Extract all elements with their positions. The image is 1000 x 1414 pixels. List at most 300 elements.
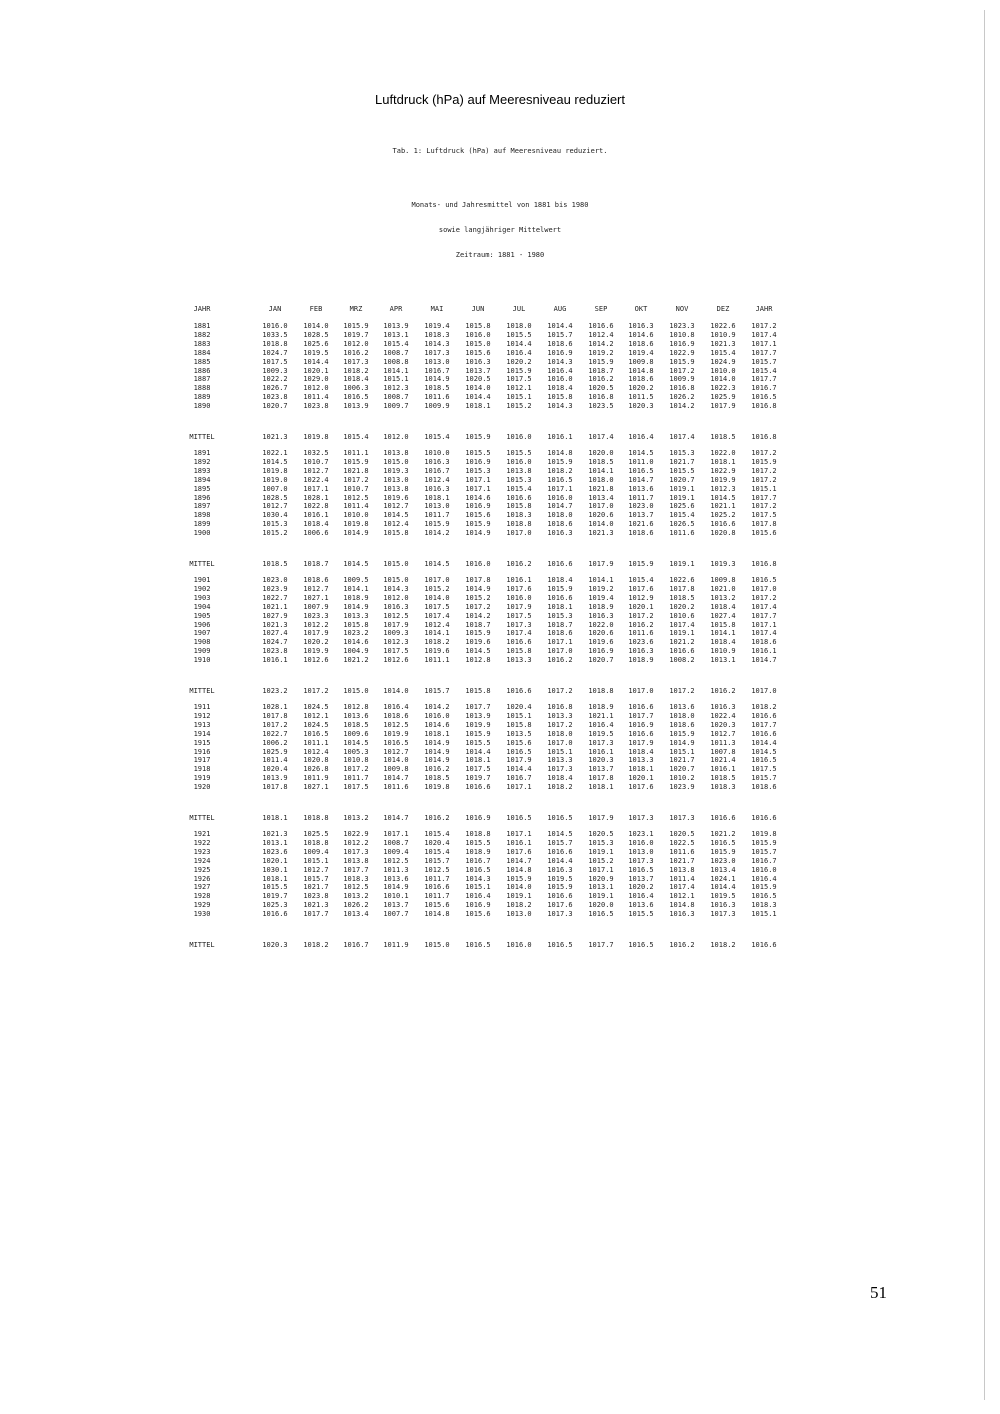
value-cell: 1015.7 bbox=[547, 838, 573, 847]
value-cell: 1016.0 bbox=[506, 593, 532, 602]
value-cell: 1013.9 bbox=[383, 322, 409, 330]
column-header: JAHR bbox=[755, 305, 773, 313]
value-cell: 1021.3 bbox=[710, 339, 736, 348]
value-cell: 1017.3 bbox=[343, 847, 369, 856]
value-cell: 1014.9 bbox=[343, 602, 369, 611]
year-cell: 1930 bbox=[193, 910, 211, 919]
value-cell: 1015.1 bbox=[506, 711, 532, 720]
value-cell: 1018.1 bbox=[465, 756, 491, 765]
value-cell: 1016.5 bbox=[343, 393, 369, 402]
value-cell: 1017.1 bbox=[465, 484, 491, 493]
value-cell: 1017.7 bbox=[751, 348, 777, 357]
value-cell: 1020.2 bbox=[506, 357, 532, 366]
value-cell: 1022.9 bbox=[710, 466, 736, 475]
value-cell: 1017.2 bbox=[547, 720, 573, 729]
column-header: MAI bbox=[430, 305, 444, 313]
value-cell: 1010.0 bbox=[424, 449, 450, 457]
mittel-value: 1018.2 bbox=[303, 941, 329, 949]
value-cell: 1014.0 bbox=[465, 384, 491, 393]
value-cell: 1022.2 bbox=[262, 375, 288, 384]
value-cell: 1021.7 bbox=[303, 883, 329, 892]
value-cell: 1016.4 bbox=[465, 892, 491, 901]
value-cell: 1009.8 bbox=[383, 765, 409, 774]
year-cell: 1898 bbox=[193, 511, 211, 520]
column-header: APR bbox=[389, 305, 403, 313]
value-cell: 1015.7 bbox=[303, 874, 329, 883]
value-cell: 1015.2 bbox=[465, 593, 491, 602]
value-cell: 1020.4 bbox=[424, 838, 450, 847]
value-cell: 1017.8 bbox=[262, 783, 288, 792]
value-cell: 1008.7 bbox=[383, 838, 409, 847]
mittel-value: 1017.7 bbox=[588, 941, 614, 949]
value-cell: 1017.8 bbox=[262, 711, 288, 720]
table-row bbox=[190, 594, 800, 602]
value-cell: 1020.5 bbox=[588, 830, 614, 838]
mittel-value: 1015.9 bbox=[465, 433, 491, 441]
value-cell: 1020.4 bbox=[262, 765, 288, 774]
value-cell: 1014.4 bbox=[303, 357, 329, 366]
value-cell: 1018.4 bbox=[547, 576, 573, 584]
value-cell: 1018.6 bbox=[628, 339, 654, 348]
value-cell: 1015.9 bbox=[751, 883, 777, 892]
value-cell: 1020.2 bbox=[628, 883, 654, 892]
table-row bbox=[190, 367, 800, 375]
table-row bbox=[190, 875, 800, 883]
mittel-value: 1015.0 bbox=[424, 941, 450, 949]
value-cell: 1010.7 bbox=[343, 484, 369, 493]
value-cell: 1015.3 bbox=[588, 838, 614, 847]
value-cell: 1010.6 bbox=[669, 611, 695, 620]
value-cell: 1016.3 bbox=[465, 357, 491, 366]
value-cell: 1016.9 bbox=[628, 720, 654, 729]
value-cell: 1018.2 bbox=[547, 783, 573, 792]
value-cell: 1015.8 bbox=[506, 647, 532, 656]
value-cell: 1013.1 bbox=[383, 330, 409, 339]
value-cell: 1016.6 bbox=[547, 892, 573, 901]
value-cell: 1030.4 bbox=[262, 511, 288, 520]
value-cell: 1014.4 bbox=[465, 393, 491, 402]
mittel-value: 1019.3 bbox=[710, 560, 736, 568]
value-cell: 1016.0 bbox=[547, 493, 573, 502]
value-cell: 1020.3 bbox=[628, 402, 654, 411]
value-cell: 1023.3 bbox=[669, 322, 695, 330]
value-cell: 1023.3 bbox=[303, 611, 329, 620]
value-cell: 1017.0 bbox=[547, 738, 573, 747]
column-header: MRZ bbox=[349, 305, 363, 313]
value-cell: 1013.5 bbox=[506, 729, 532, 738]
value-cell: 1012.4 bbox=[424, 475, 450, 484]
value-cell: 1023.0 bbox=[628, 502, 654, 511]
value-cell: 1018.5 bbox=[710, 774, 736, 783]
value-cell: 1019.1 bbox=[506, 892, 532, 901]
value-cell: 1011.4 bbox=[669, 874, 695, 883]
page-title: Luftdruck (hPa) auf Meeresniveau reduziert bbox=[374, 92, 625, 107]
value-cell: 1012.5 bbox=[383, 720, 409, 729]
value-cell: 1019.1 bbox=[669, 629, 695, 638]
value-cell: 1012.7 bbox=[383, 502, 409, 511]
value-cell: 1021.3 bbox=[588, 529, 614, 538]
table-row bbox=[190, 730, 800, 738]
value-cell: 1014.4 bbox=[751, 738, 777, 747]
value-cell: 1017.2 bbox=[343, 765, 369, 774]
mittel-value: 1015.4 bbox=[424, 433, 450, 441]
table-row bbox=[190, 340, 800, 348]
value-cell: 1015.3 bbox=[506, 475, 532, 484]
table-row bbox=[190, 656, 800, 664]
value-cell: 1017.8 bbox=[751, 520, 777, 529]
value-cell: 1017.4 bbox=[506, 629, 532, 638]
mittel-value: 1017.2 bbox=[303, 687, 329, 695]
value-cell: 1014.2 bbox=[424, 529, 450, 538]
value-cell: 1017.6 bbox=[628, 584, 654, 593]
value-cell: 1019.4 bbox=[628, 348, 654, 357]
year-cell: 1912 bbox=[193, 711, 211, 720]
value-cell: 1019.7 bbox=[343, 330, 369, 339]
mittel-value: 1019.1 bbox=[669, 560, 695, 568]
value-cell: 1015.4 bbox=[424, 830, 450, 838]
value-cell: 1022.0 bbox=[588, 620, 614, 629]
value-cell: 1009.4 bbox=[303, 847, 329, 856]
value-cell: 1014.3 bbox=[547, 402, 573, 411]
value-cell: 1015.8 bbox=[343, 620, 369, 629]
value-cell: 1017.4 bbox=[751, 330, 777, 339]
value-cell: 1019.4 bbox=[588, 593, 614, 602]
value-cell: 1024.9 bbox=[710, 357, 736, 366]
value-cell: 1014.1 bbox=[343, 584, 369, 593]
value-cell: 1016.7 bbox=[751, 856, 777, 865]
mittel-value: 1018.8 bbox=[588, 687, 614, 695]
value-cell: 1016.9 bbox=[465, 457, 491, 466]
mittel-value: 1016.4 bbox=[628, 433, 654, 441]
value-cell: 1023.8 bbox=[262, 393, 288, 402]
mittel-value: 1017.9 bbox=[588, 560, 614, 568]
value-cell: 1014.5 bbox=[547, 830, 573, 838]
table-header bbox=[190, 305, 800, 315]
value-cell: 1013.7 bbox=[383, 901, 409, 910]
value-cell: 1017.5 bbox=[383, 647, 409, 656]
value-cell: 1014.5 bbox=[343, 738, 369, 747]
value-cell: 1017.2 bbox=[343, 475, 369, 484]
value-cell: 1011.7 bbox=[424, 874, 450, 883]
value-cell: 1015.6 bbox=[465, 910, 491, 919]
value-cell: 1017.4 bbox=[751, 602, 777, 611]
value-cell: 1020.7 bbox=[588, 656, 614, 665]
value-cell: 1014.0 bbox=[506, 883, 532, 892]
table-subtitle: Monats- und Jahresmittel von 1881 bis 1980 bbox=[411, 201, 589, 209]
value-cell: 1012.7 bbox=[383, 747, 409, 756]
value-cell: 1012.1 bbox=[506, 384, 532, 393]
value-cell: 1021.2 bbox=[669, 638, 695, 647]
value-cell: 1015.1 bbox=[383, 375, 409, 384]
value-cell: 1018.1 bbox=[628, 765, 654, 774]
mittel-value: 1017.9 bbox=[588, 814, 614, 822]
value-cell: 1016.7 bbox=[424, 466, 450, 475]
year-cell: 1901 bbox=[193, 576, 211, 584]
value-cell: 1026.8 bbox=[303, 765, 329, 774]
value-cell: 1019.4 bbox=[424, 322, 450, 330]
value-cell: 1017.2 bbox=[465, 602, 491, 611]
value-cell: 1014.8 bbox=[669, 901, 695, 910]
value-cell: 1015.9 bbox=[751, 457, 777, 466]
value-cell: 1008.7 bbox=[383, 348, 409, 357]
value-cell: 1010.0 bbox=[710, 366, 736, 375]
value-cell: 1032.5 bbox=[303, 449, 329, 457]
value-cell: 1016.5 bbox=[628, 466, 654, 475]
mittel-value: 1017.4 bbox=[588, 433, 614, 441]
value-cell: 1012.0 bbox=[383, 593, 409, 602]
value-cell: 1014.4 bbox=[506, 765, 532, 774]
value-cell: 1023.2 bbox=[343, 629, 369, 638]
value-cell: 1019.7 bbox=[465, 774, 491, 783]
value-cell: 1017.5 bbox=[506, 611, 532, 620]
value-cell: 1018.2 bbox=[506, 901, 532, 910]
value-cell: 1021.2 bbox=[710, 830, 736, 838]
value-cell: 1018.3 bbox=[710, 783, 736, 792]
value-cell: 1013.3 bbox=[343, 611, 369, 620]
value-cell: 1021.0 bbox=[710, 584, 736, 593]
value-cell: 1027.1 bbox=[303, 783, 329, 792]
year-cell: 1927 bbox=[193, 883, 211, 892]
value-cell: 1017.6 bbox=[506, 584, 532, 593]
value-cell: 1018.3 bbox=[424, 330, 450, 339]
value-cell: 1024.5 bbox=[303, 703, 329, 711]
mittel-value: 1016.6 bbox=[751, 941, 777, 949]
value-cell: 1016.4 bbox=[588, 720, 614, 729]
value-cell: 1010.8 bbox=[343, 756, 369, 765]
value-cell: 1020.1 bbox=[628, 602, 654, 611]
value-cell: 1016.6 bbox=[262, 910, 288, 919]
value-cell: 1020.9 bbox=[588, 874, 614, 883]
value-cell: 1017.3 bbox=[424, 348, 450, 357]
value-cell: 1009.3 bbox=[262, 366, 288, 375]
value-cell: 1016.5 bbox=[506, 747, 532, 756]
year-cell: 1890 bbox=[193, 402, 211, 411]
value-cell: 1012.6 bbox=[383, 656, 409, 665]
table-row bbox=[190, 883, 800, 891]
value-cell: 1012.4 bbox=[424, 620, 450, 629]
mittel-value: 1018.8 bbox=[303, 814, 329, 822]
value-cell: 1010.9 bbox=[710, 647, 736, 656]
value-cell: 1020.5 bbox=[465, 375, 491, 384]
year-cell: 1904 bbox=[193, 602, 211, 611]
value-cell: 1016.6 bbox=[751, 729, 777, 738]
value-cell: 1016.1 bbox=[588, 747, 614, 756]
value-cell: 1016.0 bbox=[751, 865, 777, 874]
value-cell: 1016.0 bbox=[424, 711, 450, 720]
value-cell: 1013.4 bbox=[710, 865, 736, 874]
value-cell: 1021.6 bbox=[628, 520, 654, 529]
value-cell: 1017.5 bbox=[343, 783, 369, 792]
value-cell: 1017.1 bbox=[303, 484, 329, 493]
mittel-value: 1015.0 bbox=[343, 687, 369, 695]
mittel-value: 1018.7 bbox=[303, 560, 329, 568]
value-cell: 1019.8 bbox=[751, 830, 777, 838]
value-cell: 1015.6 bbox=[465, 348, 491, 357]
value-cell: 1018.0 bbox=[669, 711, 695, 720]
mittel-value: 1018.5 bbox=[710, 433, 736, 441]
value-cell: 1020.5 bbox=[669, 830, 695, 838]
value-cell: 1015.9 bbox=[465, 729, 491, 738]
value-cell: 1011.1 bbox=[303, 738, 329, 747]
value-cell: 1015.4 bbox=[751, 366, 777, 375]
value-cell: 1017.2 bbox=[751, 466, 777, 475]
value-cell: 1013.3 bbox=[547, 756, 573, 765]
value-cell: 1016.5 bbox=[751, 756, 777, 765]
value-cell: 1025.5 bbox=[303, 830, 329, 838]
table-row bbox=[190, 892, 800, 900]
mittel-value: 1017.4 bbox=[669, 433, 695, 441]
value-cell: 1006.2 bbox=[262, 738, 288, 747]
value-cell: 1026.7 bbox=[262, 384, 288, 393]
value-cell: 1014.1 bbox=[588, 466, 614, 475]
value-cell: 1015.1 bbox=[751, 910, 777, 919]
value-cell: 1017.5 bbox=[262, 357, 288, 366]
value-cell: 1015.9 bbox=[751, 838, 777, 847]
value-cell: 1017.1 bbox=[751, 620, 777, 629]
year-cell: 1886 bbox=[193, 366, 211, 375]
value-cell: 1013.3 bbox=[547, 711, 573, 720]
value-cell: 1018.5 bbox=[588, 457, 614, 466]
value-cell: 1022.4 bbox=[303, 475, 329, 484]
value-cell: 1012.4 bbox=[303, 747, 329, 756]
value-cell: 1016.6 bbox=[424, 883, 450, 892]
value-cell: 1011.3 bbox=[710, 738, 736, 747]
value-cell: 1013.9 bbox=[343, 402, 369, 411]
value-cell: 1017.2 bbox=[751, 322, 777, 330]
value-cell: 1019.8 bbox=[262, 466, 288, 475]
value-cell: 1014.7 bbox=[547, 502, 573, 511]
value-cell: 1014.9 bbox=[424, 375, 450, 384]
value-cell: 1016.2 bbox=[424, 765, 450, 774]
value-cell: 1012.9 bbox=[628, 593, 654, 602]
value-cell: 1019.3 bbox=[383, 466, 409, 475]
value-cell: 1014.8 bbox=[628, 366, 654, 375]
value-cell: 1018.9 bbox=[628, 656, 654, 665]
mittel-value: 1014.7 bbox=[383, 814, 409, 822]
value-cell: 1017.5 bbox=[424, 602, 450, 611]
value-cell: 1018.4 bbox=[710, 638, 736, 647]
year-cell: 1892 bbox=[193, 457, 211, 466]
value-cell: 1007.0 bbox=[262, 484, 288, 493]
value-cell: 1014.2 bbox=[465, 611, 491, 620]
value-cell: 1017.9 bbox=[710, 402, 736, 411]
value-cell: 1017.3 bbox=[547, 910, 573, 919]
value-cell: 1014.0 bbox=[424, 593, 450, 602]
value-cell: 1017.7 bbox=[303, 910, 329, 919]
value-cell: 1016.5 bbox=[751, 576, 777, 584]
value-cell: 1013.4 bbox=[343, 910, 369, 919]
value-cell: 1016.6 bbox=[710, 520, 736, 529]
value-cell: 1014.0 bbox=[588, 520, 614, 529]
value-cell: 1014.0 bbox=[303, 322, 329, 330]
value-cell: 1016.7 bbox=[424, 366, 450, 375]
value-cell: 1017.7 bbox=[751, 493, 777, 502]
value-cell: 1020.2 bbox=[669, 602, 695, 611]
value-cell: 1015.3 bbox=[547, 611, 573, 620]
value-cell: 1009.9 bbox=[424, 402, 450, 411]
value-cell: 1006.3 bbox=[343, 384, 369, 393]
value-cell: 1018.8 bbox=[303, 838, 329, 847]
year-cell: 1903 bbox=[193, 593, 211, 602]
year-cell: 1885 bbox=[193, 357, 211, 366]
value-cell: 1014.4 bbox=[547, 322, 573, 330]
mittel-value: 1016.5 bbox=[465, 941, 491, 949]
value-cell: 1011.4 bbox=[343, 502, 369, 511]
value-cell: 1018.6 bbox=[547, 520, 573, 529]
value-cell: 1017.0 bbox=[506, 529, 532, 538]
value-cell: 1017.2 bbox=[262, 720, 288, 729]
value-cell: 1018.6 bbox=[628, 375, 654, 384]
mittel-value: 1016.0 bbox=[465, 560, 491, 568]
value-cell: 1012.7 bbox=[303, 865, 329, 874]
value-cell: 1015.3 bbox=[465, 466, 491, 475]
mittel-value: 1016.5 bbox=[547, 814, 573, 822]
value-cell: 1011.6 bbox=[669, 847, 695, 856]
table-row bbox=[190, 458, 800, 466]
column-header: OKT bbox=[634, 305, 648, 313]
value-cell: 1017.3 bbox=[506, 620, 532, 629]
value-cell: 1017.4 bbox=[669, 883, 695, 892]
value-cell: 1016.8 bbox=[588, 393, 614, 402]
value-cell: 1013.0 bbox=[383, 475, 409, 484]
mittel-value: 1017.2 bbox=[547, 687, 573, 695]
value-cell: 1017.9 bbox=[506, 602, 532, 611]
mittel-value: 1021.3 bbox=[262, 433, 288, 441]
value-cell: 1013.8 bbox=[383, 484, 409, 493]
value-cell: 1021.3 bbox=[303, 901, 329, 910]
table-row bbox=[190, 901, 800, 909]
value-cell: 1015.7 bbox=[751, 847, 777, 856]
value-cell: 1016.4 bbox=[383, 703, 409, 711]
value-cell: 1013.7 bbox=[588, 765, 614, 774]
value-cell: 1022.3 bbox=[710, 384, 736, 393]
value-cell: 1019.6 bbox=[465, 638, 491, 647]
year-cell: 1918 bbox=[193, 765, 211, 774]
value-cell: 1023.5 bbox=[588, 402, 614, 411]
value-cell: 1016.6 bbox=[506, 638, 532, 647]
mittel-row bbox=[190, 687, 800, 695]
table-row bbox=[190, 511, 800, 519]
value-cell: 1011.7 bbox=[424, 892, 450, 901]
value-cell: 1022.6 bbox=[710, 322, 736, 330]
value-cell: 1015.8 bbox=[383, 529, 409, 538]
value-cell: 1017.2 bbox=[751, 475, 777, 484]
value-cell: 1011.7 bbox=[343, 774, 369, 783]
year-cell: 1913 bbox=[193, 720, 211, 729]
mittel-value: 1017.0 bbox=[628, 687, 654, 695]
value-cell: 1013.4 bbox=[588, 493, 614, 502]
value-cell: 1018.1 bbox=[547, 602, 573, 611]
mittel-value: 1017.3 bbox=[669, 814, 695, 822]
value-cell: 1018.7 bbox=[588, 366, 614, 375]
year-cell: 1920 bbox=[193, 783, 211, 792]
value-cell: 1015.2 bbox=[588, 856, 614, 865]
value-cell: 1017.3 bbox=[547, 765, 573, 774]
value-cell: 1013.7 bbox=[465, 366, 491, 375]
value-cell: 1017.7 bbox=[628, 711, 654, 720]
value-cell: 1014.9 bbox=[424, 756, 450, 765]
value-cell: 1010.7 bbox=[303, 457, 329, 466]
mittel-value: 1014.5 bbox=[343, 560, 369, 568]
value-cell: 1017.2 bbox=[751, 593, 777, 602]
value-cell: 1020.6 bbox=[588, 511, 614, 520]
value-cell: 1015.1 bbox=[751, 484, 777, 493]
value-cell: 1022.1 bbox=[262, 449, 288, 457]
value-cell: 1016.5 bbox=[303, 729, 329, 738]
year-cell: 1881 bbox=[193, 322, 211, 330]
value-cell: 1018.9 bbox=[588, 703, 614, 711]
column-header: FEB bbox=[309, 305, 323, 313]
